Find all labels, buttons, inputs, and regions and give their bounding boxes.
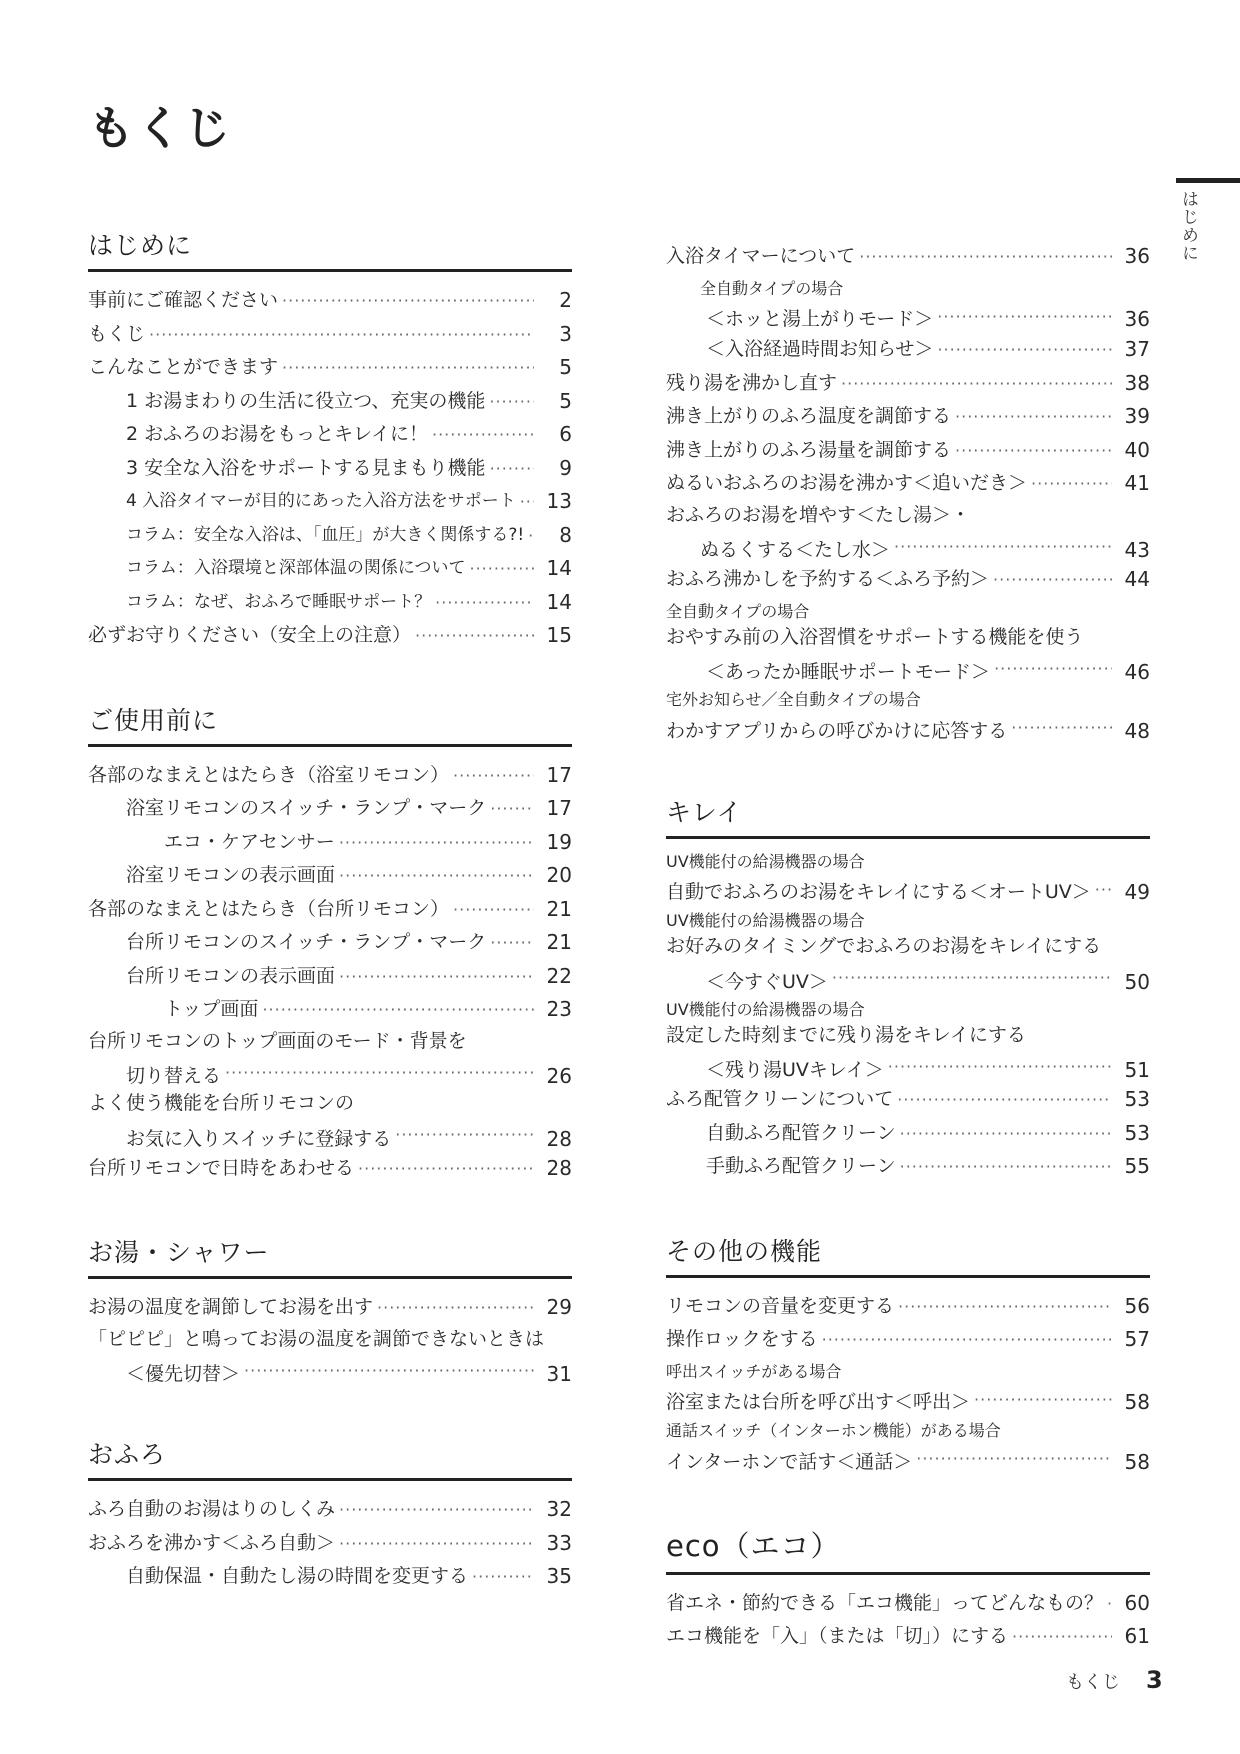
toc-entry[interactable] [88,859,572,893]
entry-text: ＜あったか睡眠サポートモード＞ [706,661,991,683]
entry-page: 35 [546,1564,572,1588]
entry-text: ＜入浴経過時間お知らせ＞ [706,338,934,360]
entry-page: 56 [1124,1293,1150,1318]
toc-entry[interactable] [666,711,1150,745]
toc-entry[interactable] [88,826,572,860]
entry-page: 21 [546,930,572,954]
entry-text: おふろ沸かしを予約する＜ふろ予約＞ [666,568,990,590]
entry-page: 60 [1124,1590,1150,1615]
entry-page: 58 [1124,1390,1150,1414]
entry-text: リモコンの音量を変更する [666,1294,895,1317]
entry-text: 3 安全な入浴をサポートする見まもり機能 [126,456,486,479]
footer-label: もくじ [1066,1672,1120,1693]
page-title: もくじ [88,101,232,155]
entry-page: 53 [1124,1087,1150,1111]
entry-page: 36 [1124,307,1150,331]
entry-text: ふろ自動のお湯はりのしくみ [88,1498,336,1520]
entry-page: 22 [546,963,572,988]
entry-text: おふろを沸かす＜ふろ自動＞ [88,1531,336,1554]
toc-entry[interactable] [88,418,572,452]
section-sonota [666,1232,1150,1476]
entry-text: ＜今すぐUV＞ [706,970,828,993]
toc-entry[interactable] [88,926,572,960]
entry-text: 自動でおふろのお湯をキレイにする＜オートUV＞ [666,881,1091,903]
toc-entry[interactable] [666,652,1150,686]
entry-page: 39 [1124,404,1150,428]
entry-page: 17 [546,762,572,787]
entry-page: 17 [546,796,572,820]
toc-entry[interactable] [88,318,572,352]
entry-page: 37 [1124,337,1150,361]
entry-text: 必ずお守りください（安全上の注意） [88,624,412,646]
toc-entry[interactable] [88,519,572,553]
toc-entry[interactable] [666,873,1150,907]
entry-page: 40 [1124,437,1150,462]
entry-text: 台所リモコンで日時をあわせる [88,1156,355,1179]
entry-text: 浴室リモコンのスイッチ・ランプ・マーク [126,797,487,819]
toc-left-column [88,226,572,1642]
toc-entry[interactable] [88,552,572,586]
entry-line1: おふろのお湯を増やす＜たし湯＞・ [666,503,971,526]
entry-page: 13 [546,489,572,513]
toc-entry[interactable] [88,1056,572,1090]
entry-text: ぬるくする＜たし水＞ [700,539,891,561]
toc-entry[interactable] [666,1620,1150,1654]
entry-page: 41 [1124,471,1150,495]
entry-text: 省エネ・節約できる「エコ機能」ってどんなもの？ [666,1591,1104,1614]
entry-text: 入浴タイマーについて [666,245,856,267]
section-title: その他の機能 [666,1232,1150,1278]
entry-page: 31 [546,1362,572,1386]
toc-entry[interactable] [88,1527,572,1561]
entry-line1: おやすみ前の入浴習慣をサポートする機能を使う [666,625,1084,648]
entry-text: 台所リモコンのスイッチ・ランプ・マーク [126,931,487,953]
entry-page: 33 [546,1530,572,1555]
toc-entry[interactable] [88,1291,572,1325]
toc-entry[interactable] [666,1290,1150,1324]
entry-condition: UV機能付の給湯機器の場合 [666,911,865,930]
entry-page: 38 [1124,370,1150,395]
entry-page: 43 [1124,538,1150,562]
toc-entry[interactable] [88,960,572,994]
section-title: はじめに [88,226,572,272]
toc-right-column [666,240,1150,1702]
entry-text: トップ画面 [164,998,259,1020]
toc-entry[interactable] [666,434,1150,468]
entry-text: 2 おふろのお湯をもっとキレイに！ [126,423,428,445]
entry-page: 55 [1124,1154,1150,1178]
section-title: キレイ [666,793,1150,839]
entry-text: 沸き上がりのふろ湯量を調節する [666,438,952,461]
entry-page: 57 [1124,1327,1150,1351]
entry-page: 14 [546,589,572,614]
toc-entry[interactable] [88,385,572,419]
entry-text: 自動保温・自動たし湯の時間を変更する [126,1565,469,1587]
toc-entry[interactable] [666,333,1150,367]
entry-text: ＜優先切替＞ [126,1363,241,1385]
entry-page: 26 [546,1064,572,1088]
entry-text: 4 入浴タイマーが目的にあった入浴方法をサポート [126,491,516,511]
entry-text: ＜残り湯UVキレイ＞ [706,1059,884,1081]
toc-entry[interactable] [88,792,572,826]
entry-text: 切り替える [126,1065,222,1087]
entry-page: 23 [546,997,572,1021]
entry-text: エコ機能を「入」（または「切」）にする [666,1625,1009,1647]
entry-text: ＜ホッと湯上がりモード＞ [706,308,934,330]
entry-page: 49 [1124,880,1150,904]
entry-text: 残り湯を沸かし直す [666,371,838,394]
entry-page: 58 [1124,1449,1150,1474]
toc-entry[interactable] [666,530,1150,564]
entry-page: 50 [1124,969,1150,994]
entry-condition: UV機能付の給湯機器の場合 [666,999,865,1019]
entry-text: もくじ [88,322,146,345]
entry-text: コラム：なぜ、おふろで睡眠サポート？ [126,591,432,612]
entry-page: 28 [546,1126,572,1151]
toc-entry[interactable] [88,284,572,318]
entry-page: 14 [546,556,572,580]
entry-page: 46 [1124,660,1150,684]
toc-entry[interactable] [666,1442,1150,1476]
entry-text: 浴室または台所を呼び出す＜呼出＞ [666,1391,971,1413]
toc-entry[interactable] [88,452,572,486]
section-title: お湯・シャワー [88,1233,572,1279]
entry-condition: UV機能付の給湯機器の場合 [666,851,865,871]
entry-page: 9 [559,455,572,480]
section-title: おふろ [88,1435,572,1481]
entry-page: 36 [1124,244,1150,268]
entry-condition: 宅外お知らせ／全自動タイプの場合 [666,690,921,709]
toc-entry[interactable] [88,351,572,385]
entry-line1: 「ピピピ」と鳴ってお湯の温度を調節できないときは [88,1327,545,1350]
entry-text: 沸き上がりのふろ温度を調節する [666,405,952,427]
entry-page: 19 [546,829,572,854]
entry-page: 5 [559,388,572,413]
toc-entry[interactable] [666,1383,1150,1417]
entry-text: わかすアプリからの呼びかけに応答する [666,719,1008,742]
entry-page: 2 [559,288,572,312]
entry-page: 53 [1124,1120,1150,1145]
entry-page: 32 [546,1497,572,1521]
toc-entry[interactable] [88,993,572,1027]
entry-page: 3 [559,321,572,346]
toc-entry[interactable] [88,759,572,793]
section-oyu [88,1233,572,1387]
entry-page: 20 [546,863,572,887]
entry-page: 29 [546,1295,572,1319]
section-goshiyou [88,701,572,1186]
toc-entry[interactable] [666,300,1150,334]
entry-text: コラム：入浴環境と深部体温の関係について [126,558,466,578]
page-number: 3 [1146,1666,1163,1694]
toc-entry[interactable] [666,400,1150,434]
entry-line1: お好みのタイミングでおふろのお湯をキレイにする [666,935,1102,957]
entry-text: コラム：安全な入浴は、「血圧」が大きく関係する?! [126,524,525,545]
toc-entry[interactable] [88,1354,572,1388]
entry-page: 15 [546,623,572,647]
entry-text: エコ・ケアセンサー [164,830,335,853]
entry-page: 61 [1124,1624,1150,1648]
entry-text: 浴室リモコンの表示画面 [126,864,336,886]
section-hajimeni [88,226,572,653]
side-tab-label: はじめに [1178,190,1198,262]
toc-entry[interactable] [666,1587,1150,1621]
entry-text: 手動ふろ配管クリーン [706,1155,896,1177]
entry-page: 5 [559,355,572,379]
entry-page: 28 [546,1155,572,1180]
entry-text: ぬるいおふろのお湯を沸かす＜追いだき＞ [666,472,1028,494]
section-kirei [666,793,1150,1184]
entry-page: 51 [1124,1058,1150,1082]
toc-entry[interactable] [88,893,572,927]
entry-condition: 通話スイッチ（インターホン機能）がある場合 [666,1421,1001,1440]
toc-entry[interactable] [666,240,1150,274]
entry-text: 操作ロックをする [666,1328,818,1350]
toc-entry[interactable] [666,467,1150,501]
section-ofuro [88,1435,572,1594]
entry-text: 台所リモコンの表示画面 [126,964,336,987]
toc-entry[interactable] [88,619,572,653]
toc-entry[interactable] [666,1050,1150,1084]
entry-text: お湯の温度を調節してお湯を出す [88,1296,374,1318]
entry-text: インターホンで話す＜通話＞ [666,1450,913,1473]
toc-entry[interactable] [88,1493,572,1527]
entry-text: 自動ふろ配管クリーン [706,1121,896,1144]
page-footer [1066,1666,1163,1694]
entry-text: ふろ配管クリーンについて [666,1088,894,1110]
entry-text: 事前にご確認ください [88,289,279,311]
toc-entry[interactable] [88,1152,572,1186]
entry-page: 44 [1124,567,1150,591]
entry-text: 1 お湯まわりの生活に役立つ、充実の機能 [126,389,486,412]
entry-page: 6 [559,422,572,446]
entry-page: 48 [1124,718,1150,743]
entry-page: 8 [559,522,572,547]
entry-condition: 全自動タイプの場合 [700,278,844,298]
entry-line1: 台所リモコンのトップ画面のモード・背景を [88,1029,467,1052]
entry-condition: 呼出スイッチがある場合 [666,1361,842,1381]
entry-text: 各部のなまえとはたらき（浴室リモコン） [88,763,450,786]
section-title: ご使用前に [88,701,572,747]
section-ofuro-continued [666,240,1150,745]
toc-entry[interactable] [88,586,572,620]
toc-entry[interactable] [88,1118,572,1152]
entry-condition: 全自動タイプの場合 [666,601,810,621]
entry-line1: 設定した時刻までに残り湯をキレイにする [666,1023,1026,1046]
toc-entry[interactable] [88,1560,572,1594]
section-eco [666,1524,1150,1654]
entry-page: 21 [546,896,572,921]
toc-entry[interactable] [666,563,1150,597]
toc-entry[interactable] [666,1150,1150,1184]
toc-entry[interactable] [666,1117,1150,1151]
entry-text: 各部のなまえとはたらき（台所リモコン） [88,897,450,920]
toc-entry[interactable] [666,1323,1150,1357]
entry-text: こんなことができます [88,356,279,378]
toc-entry[interactable] [666,961,1150,995]
section-title: eco（エコ） [666,1524,1150,1575]
entry-line1: よく使う機能を台所リモコンの [88,1092,355,1114]
entry-text: お気に入りスイッチに登録する [126,1127,392,1150]
toc-entry[interactable] [88,485,572,519]
toc-entry[interactable] [666,1083,1150,1117]
toc-entry[interactable] [666,367,1150,401]
